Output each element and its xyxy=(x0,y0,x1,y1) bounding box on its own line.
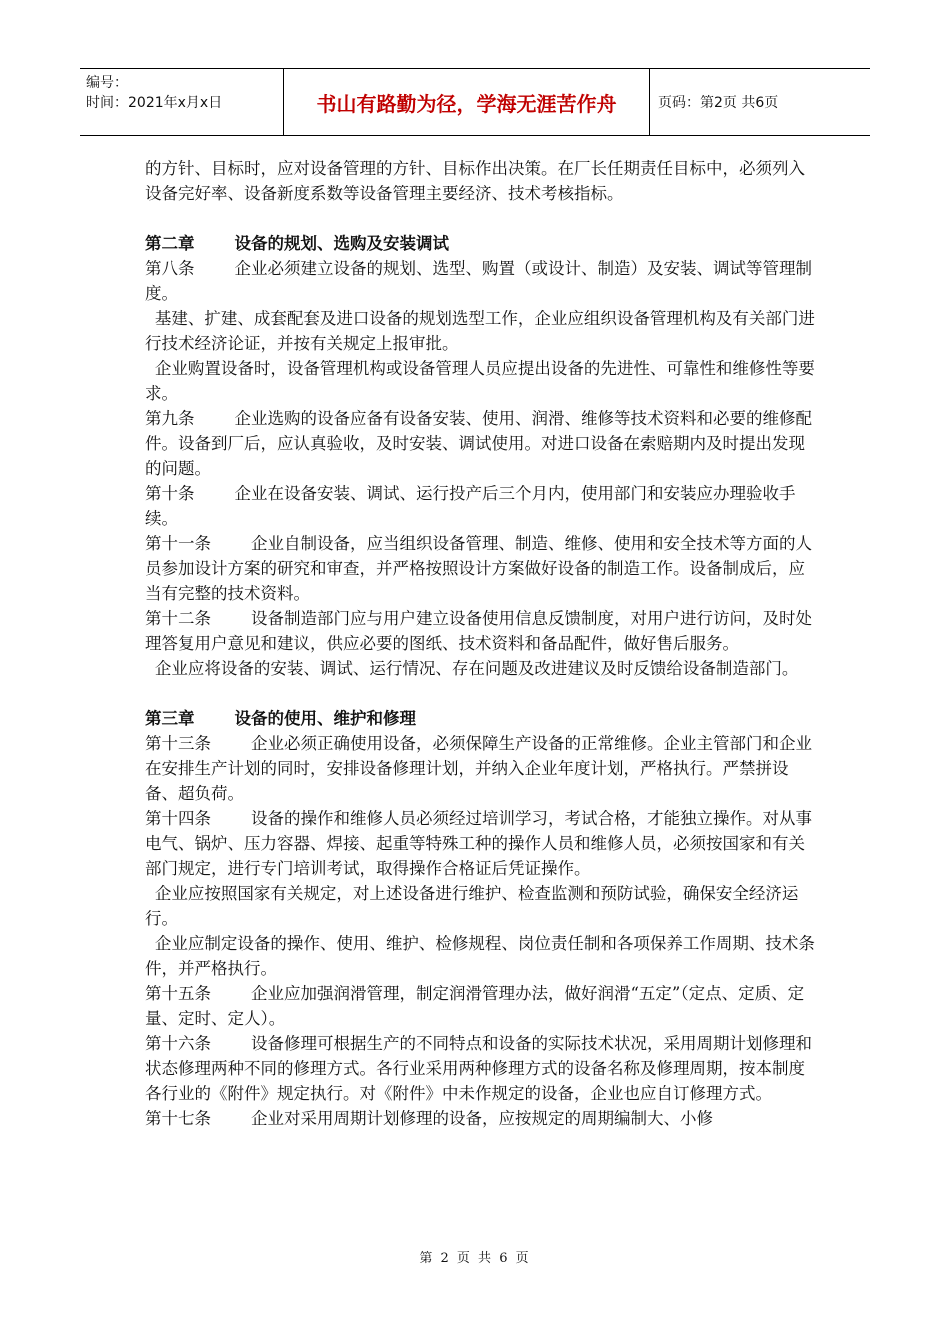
chapter-heading xyxy=(145,231,817,256)
article-text: 企业对采用周期计划修理的设备，应按规定的周期编制大、小修 xyxy=(251,1109,713,1128)
article-paragraph xyxy=(145,256,817,306)
article-paragraph xyxy=(145,481,817,531)
article-text: 设备修理可根据生产的不同特点和设备的实际技术状况，采用周期计划修理和状态修理两种不同的修理方式。各行业采用两种修理方式的设备名称及修理周期，按本制度各行业的《附件》规定执行。对《附件》中未作规定的设备，企业也应自订修理方式。 xyxy=(145,1034,812,1103)
article-text: 企业选购的设备应备有设备安装、使用、润滑、维修等技术资料和必要的维修配件。设备到厂后，应认真验收，及时安装、调试使用。对进口设备在索赔期内及时提出发现的问题。 xyxy=(145,409,812,478)
article-text: 企业在设备安装、调试、运行投产后三个月内，使用部门和安装应办理验收手续。 xyxy=(145,484,796,528)
article-paragraph xyxy=(145,731,817,806)
body-paragraph: 企业应按照国家有关规定，对上述设备进行维护、检查监测和预防试验，确保安全经济运行。 xyxy=(145,884,799,928)
article-paragraph xyxy=(145,406,817,481)
article-text: 企业自制设备，应当组织设备管理、制造、维修、使用和安全技术等方面的人员参加设计方案的研究和审查，并严格按照设计方案做好设备的制造工作。设备制成后，应当有完整的技术资料。 xyxy=(145,534,812,603)
chapter-number: 第二章 xyxy=(145,234,195,253)
article-number: 第十二条 xyxy=(145,609,211,628)
header-motto: 书山有路勤为径，学海无涯苦作舟 xyxy=(283,69,650,135)
document-number-label: 编号： xyxy=(86,75,128,91)
article-paragraph xyxy=(145,981,817,1031)
article-text: 设备制造部门应与用户建立设备使用信息反馈制度，对用户进行访问，及时处理答复用户意见和建议，供应必要的图纸、技术资料和备品配件，做好售后服务。 xyxy=(145,609,812,653)
article-number: 第十五条 xyxy=(145,984,211,1003)
paragraph-spacer xyxy=(145,681,817,706)
article-paragraph xyxy=(145,1106,817,1131)
chapter-title: 设备的使用、维护和修理 xyxy=(234,709,416,728)
body-paragraph: 的方针、目标时，应对设备管理的方针、目标作出决策。在厂长任期责任目标中，必须列入设备完好率、设备新度系数等设备管理主要经济、技术考核指标。 xyxy=(145,159,805,203)
header-page-info: 页码：第2页 共6页 xyxy=(658,95,779,111)
body-paragraph: 企业应将设备的安装、调试、运行情况、存在问题及改进建议及时反馈给设备制造部门。 xyxy=(154,659,799,678)
article-number: 第八条 xyxy=(145,259,195,278)
article-number: 第十六条 xyxy=(145,1034,211,1053)
article-paragraph xyxy=(145,531,817,606)
article-paragraph xyxy=(145,606,817,656)
document-body xyxy=(145,156,817,1131)
article-number: 第十条 xyxy=(145,484,195,503)
chapter-number: 第三章 xyxy=(145,709,195,728)
body-paragraph: 基建、扩建、成套配套及进口设备的规划选型工作，企业应组织设备管理机构及有关部门进行技术经济论证，并按有关规定上报审批。 xyxy=(145,309,815,353)
document-date: 时间：2021年x月x日 xyxy=(86,95,223,111)
chapter-title: 设备的规划、选购及安装调试 xyxy=(234,234,449,253)
article-text: 企业必须正确使用设备，必须保障生产设备的正常维修。企业主管部门和企业在安排生产计划的同时，安排设备修理计划，并纳入企业年度计划，严格执行。严禁拼设备、超负荷。 xyxy=(145,734,812,803)
header-meta xyxy=(80,69,283,135)
article-paragraph xyxy=(145,1031,817,1106)
page-header xyxy=(80,68,870,136)
article-text: 设备的操作和维修人员必须经过培训学习，考试合格，才能独立操作。对从事电气、锅炉、压力容器、焊接、起重等特殊工种的操作人员和维修人员，必须按国家和有关部门规定，进行专门培训考试，取得操作合格证后凭证操作。 xyxy=(145,809,812,878)
page-footer: 第 2 页 共 6 页 xyxy=(419,1251,531,1266)
article-text: 企业必须建立设备的规划、选型、购置（或设计、制造）及安装、调试等管理制度。 xyxy=(145,259,812,303)
article-number: 第九条 xyxy=(145,409,195,428)
body-paragraph: 企业购置设备时，设备管理机构或设备管理人员应提出设备的先进性、可靠性和维修性等要求。 xyxy=(145,359,815,403)
article-number: 第十三条 xyxy=(145,734,211,753)
paragraph-spacer xyxy=(145,206,817,231)
article-text: 企业应加强润滑管理，制定润滑管理办法，做好润滑“五定”（定点、定质、定量、定时、定人）。 xyxy=(145,984,805,1028)
article-paragraph xyxy=(145,806,817,881)
article-number: 第十七条 xyxy=(145,1109,211,1128)
chapter-heading xyxy=(145,706,817,731)
body-paragraph: 企业应制定设备的操作、使用、维护、检修规程、岗位责任制和各项保养工作周期、技术条件，并严格执行。 xyxy=(145,934,815,978)
article-number: 第十四条 xyxy=(145,809,211,828)
article-number: 第十一条 xyxy=(145,534,211,553)
